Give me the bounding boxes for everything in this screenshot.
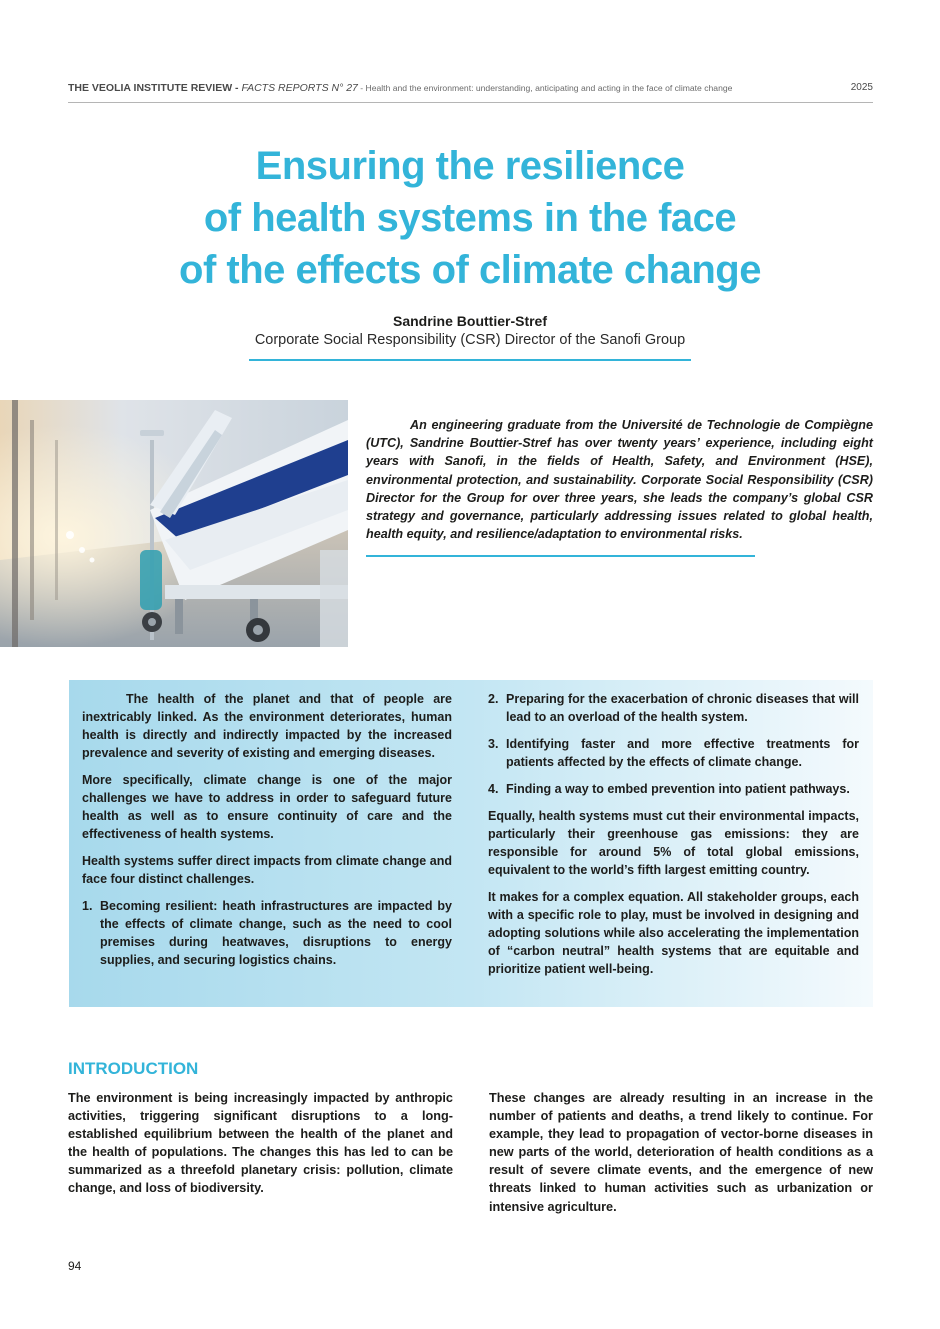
challenge-item xyxy=(488,735,859,771)
header-series: FACTS REPORTS N° 27 xyxy=(241,82,358,94)
challenge-item xyxy=(488,690,859,726)
challenge-text: Preparing for the exacerbation of chronic diseases that will lead to an overload of the health system. xyxy=(506,692,859,724)
running-header xyxy=(68,80,873,103)
challenge-text: Becoming resilient: heath infrastructures are impacted by the effects of climate change, such as the need to cool premises during heatwaves, disruptions to energy supplies, and securing logistics chains. xyxy=(100,899,452,967)
bio-divider xyxy=(366,555,755,557)
introduction-heading: INTRODUCTION xyxy=(68,1059,199,1078)
summary-paragraph: The health of the planet and that of people are inextricably linked. As the environment deteriorates, human health is directly and indirectly impacted by the increased prevalence and severity of existing and emerging diseases. xyxy=(82,692,452,760)
article-title xyxy=(60,140,880,296)
author-role: Corporate Social Responsibility (CSR) Director of the Sanofi Group xyxy=(254,332,686,348)
title-line: of the effects of climate change xyxy=(179,248,761,292)
header-publication: THE VEOLIA INSTITUTE REVIEW - xyxy=(68,82,242,94)
challenge-number: 1. xyxy=(82,899,93,913)
author-name: Sandrine Bouttier-Stref xyxy=(392,313,547,329)
title-line: Ensuring the resilience xyxy=(255,144,685,188)
summary-right-column xyxy=(488,690,859,987)
introduction-left-column: The environment is being increasingly impacted by anthropic activities, triggering significant disruptions to a long-established equilibrium between the health of the planet and the health of populations. The changes this has led to can be summarized as a threefold planetary crisis: pollution, climate change, and loss of biodiversity. xyxy=(68,1091,453,1196)
challenge-item xyxy=(488,780,859,798)
challenge-number: 2. xyxy=(488,692,499,706)
summary-paragraph: More specifically, climate change is one of the major challenges we have to address in order to safeguard future health as well as to ensure continuity of care and the effectiveness of health systems. xyxy=(82,773,452,841)
challenge-text: Identifying faster and more effective treatments for patients affected by the effects of climate change. xyxy=(506,737,859,769)
challenge-number: 4. xyxy=(488,782,499,796)
title-line: of health systems in the face xyxy=(203,196,737,240)
introduction-right-column: These changes are already resulting in an increase in the number of patients and deaths, a trend likely to continue. For example, they lead to propagation of vector-borne diseases in new parts of the world, deterioration of health conditions as a result of severe climate events, and the emergence of new threats linked to human activities such as urbanization or intensive agriculture. xyxy=(489,1091,873,1214)
summary-box xyxy=(69,680,873,1007)
page-number: 94 xyxy=(68,1259,82,1273)
challenge-item xyxy=(82,897,452,969)
summary-left-column xyxy=(82,690,452,978)
summary-paragraph: Equally, health systems must cut their environmental impacts, particularly their greenhouse gas emissions: they are responsible for around 5% of total global emissions, equivalent to the world’s fifth largest emitting country. xyxy=(488,809,859,877)
header-subtitle: - Health and the environment: understanding, anticipating and acting in the face of climate change xyxy=(357,83,733,93)
challenge-text: Finding a way to embed prevention into patient pathways. xyxy=(506,782,850,796)
hospital-corridor-photo xyxy=(0,400,348,647)
author-bio: An engineering graduate from the Université de Technologie de Compiègne (UTC), Sandrine Bouttier-Stref has over twenty years’ experience, including eight years with Sanofi, in the fields of Health, Safety, and Environment (HSE), environmental protection, and sustainability. Corporate Social Responsibility (CSR) Director for the Group for over three years, she leads the company’s global CSR strategy and governance, particularly addressing issues related to global health, health equity, and resilience/adaptation to environmental risks. xyxy=(366,418,873,542)
challenge-number: 3. xyxy=(488,737,499,751)
summary-paragraph: Health systems suffer direct impacts from climate change and face four distinct challenges. xyxy=(82,854,452,886)
header-year: 2025 xyxy=(850,82,873,93)
summary-paragraph: It makes for a complex equation. All stakeholder groups, each with a specific role to play, must be involved in designing and adopting solutions while also accelerating the implementation of “carbon neutral” health systems that are equitable and prioritize patient well-being. xyxy=(488,890,859,976)
author-divider xyxy=(249,359,691,361)
